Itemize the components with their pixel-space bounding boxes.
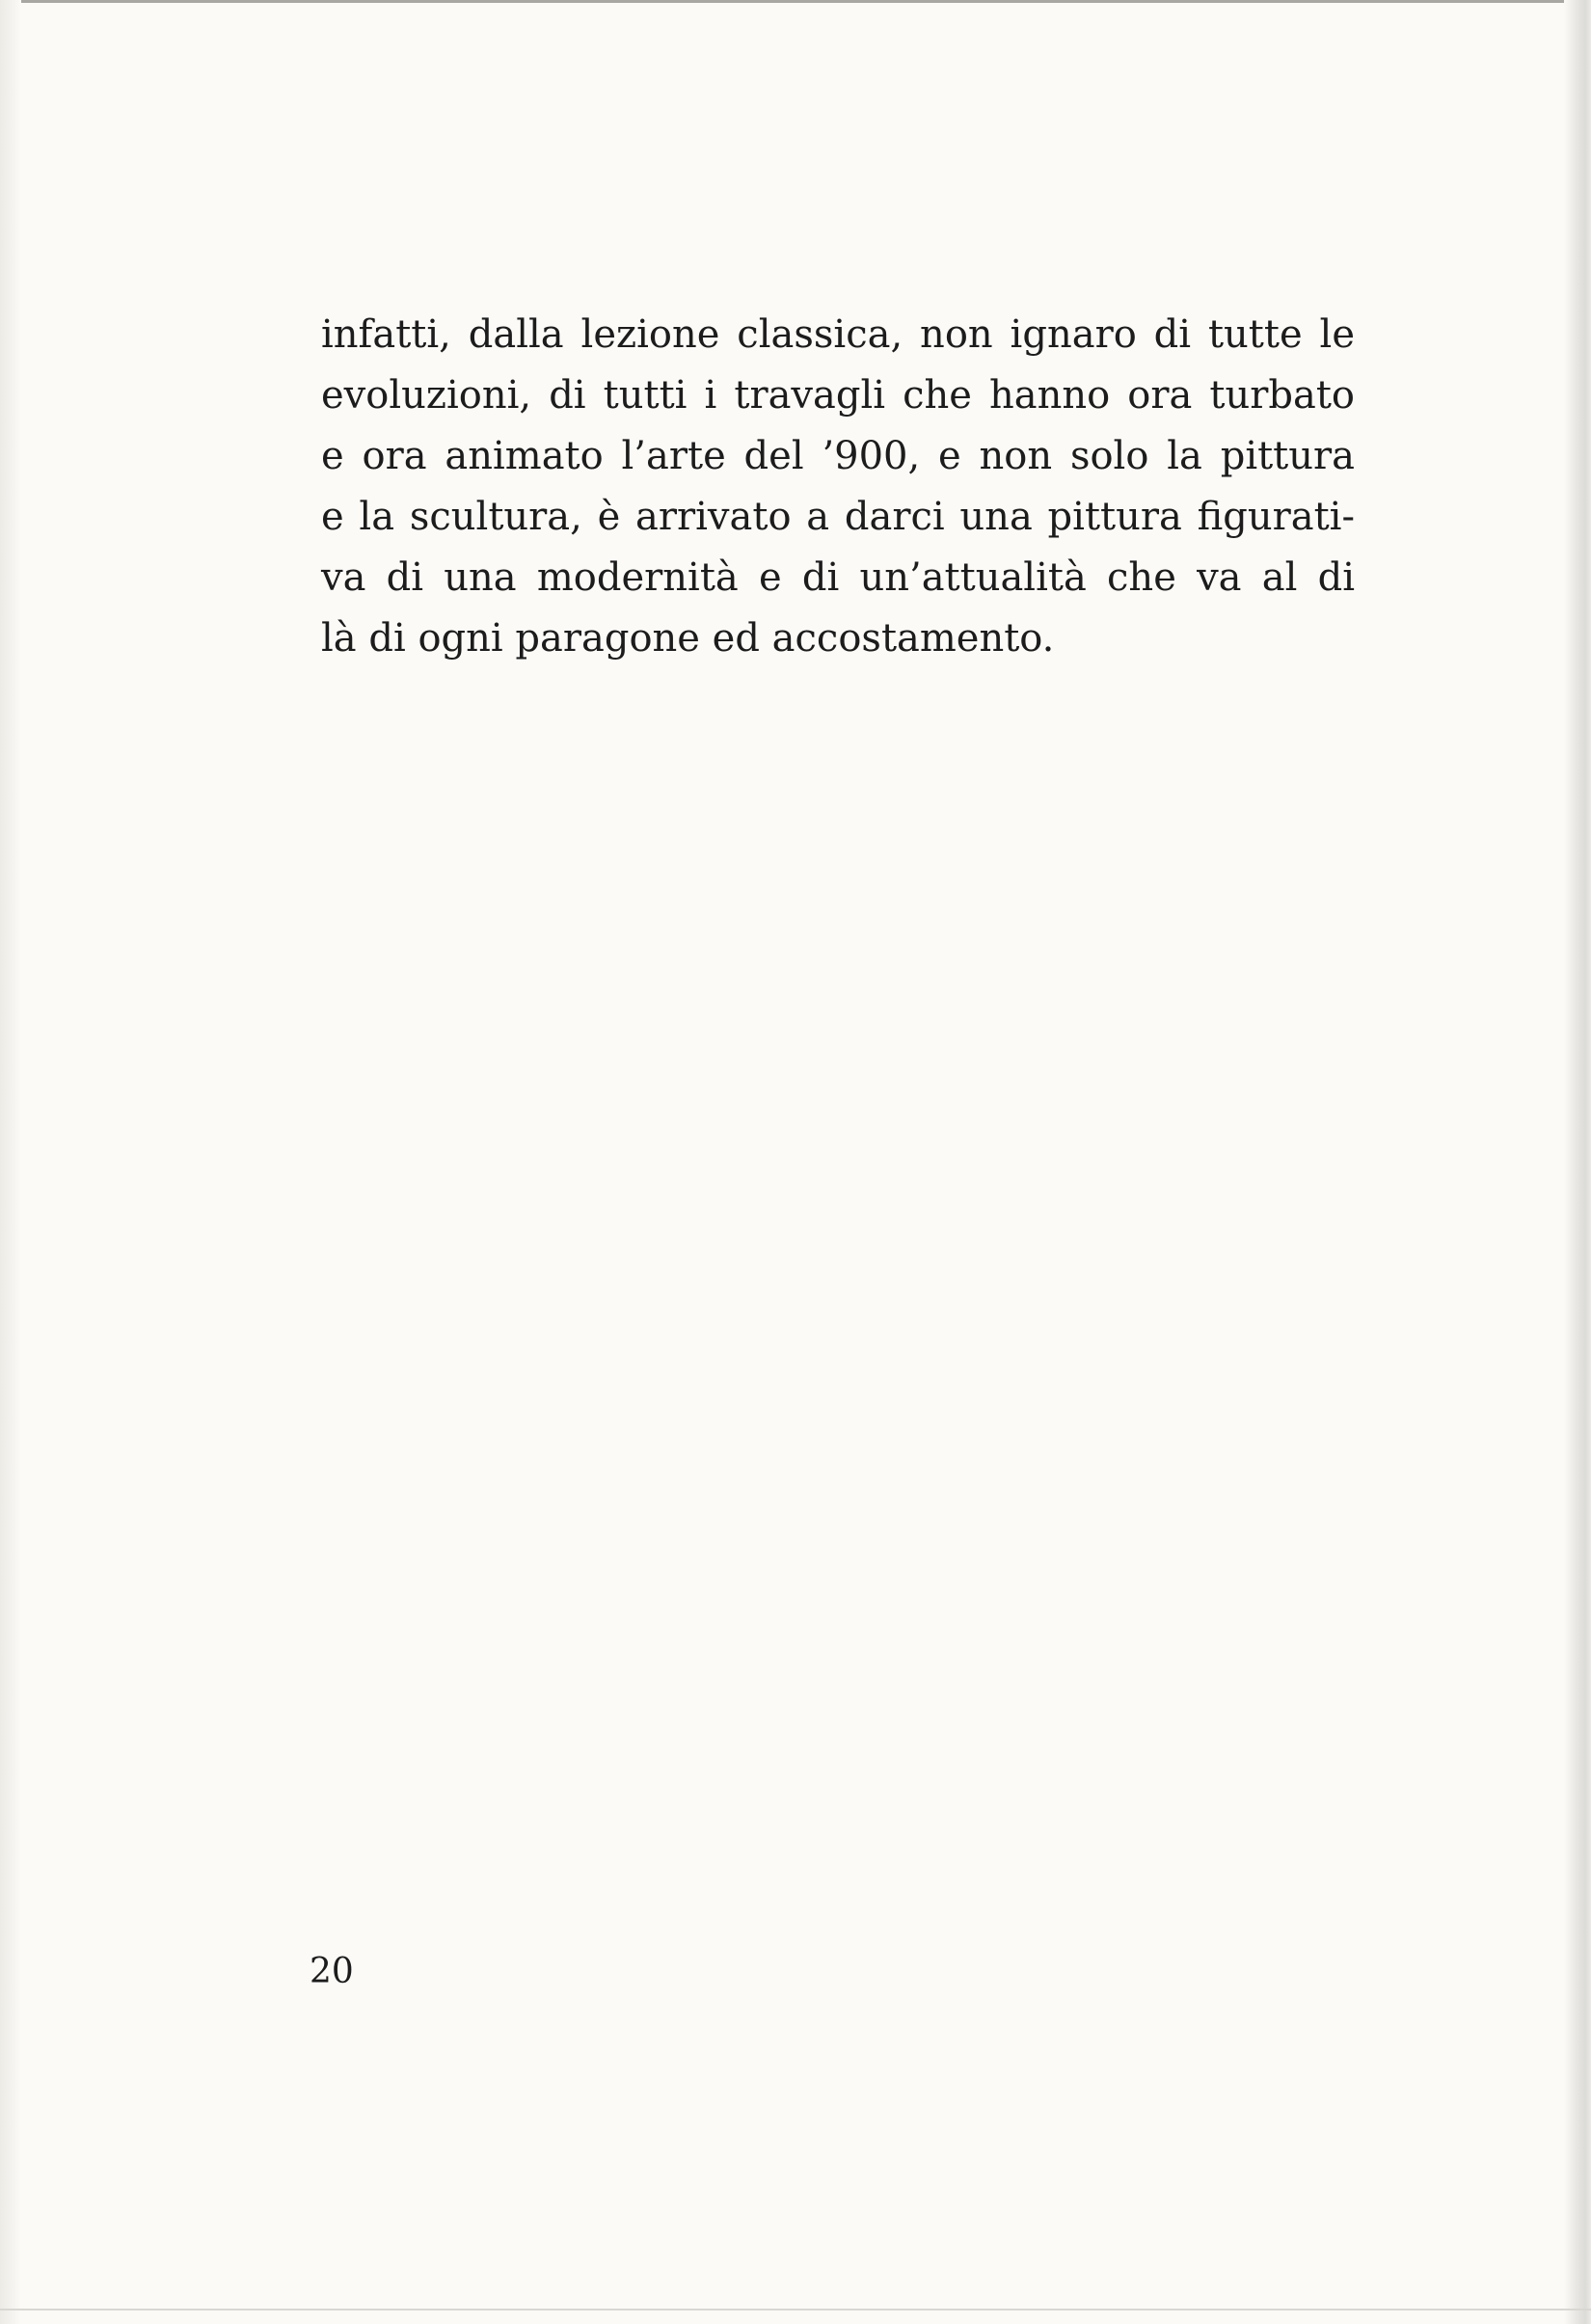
paragraph-line: evoluzioni, di tutti i travagli che hanno ora turbato xyxy=(321,373,1355,418)
page-edge-shadow xyxy=(1564,0,1591,2324)
scan-left-edge xyxy=(0,0,21,2324)
paragraph-line: infatti, dalla lezione classica, non ignaro di tutte le xyxy=(321,312,1355,357)
paragraph-line: e la scultura, è arrivato a darci una pittura figurati- xyxy=(321,495,1355,539)
paragraph-line: là di ogni paragone ed accostamento. xyxy=(321,616,1055,661)
scan-top-edge xyxy=(0,0,1591,3)
scan-bottom-edge xyxy=(0,2309,1591,2310)
page-number: 20 xyxy=(310,1952,354,1991)
body-paragraph xyxy=(321,305,1355,669)
paragraph-line: e ora animato l’arte del ’900, e non solo la pittura xyxy=(321,434,1355,478)
paragraph-line: va di una modernità e di un’attualità che va al di xyxy=(321,555,1355,600)
